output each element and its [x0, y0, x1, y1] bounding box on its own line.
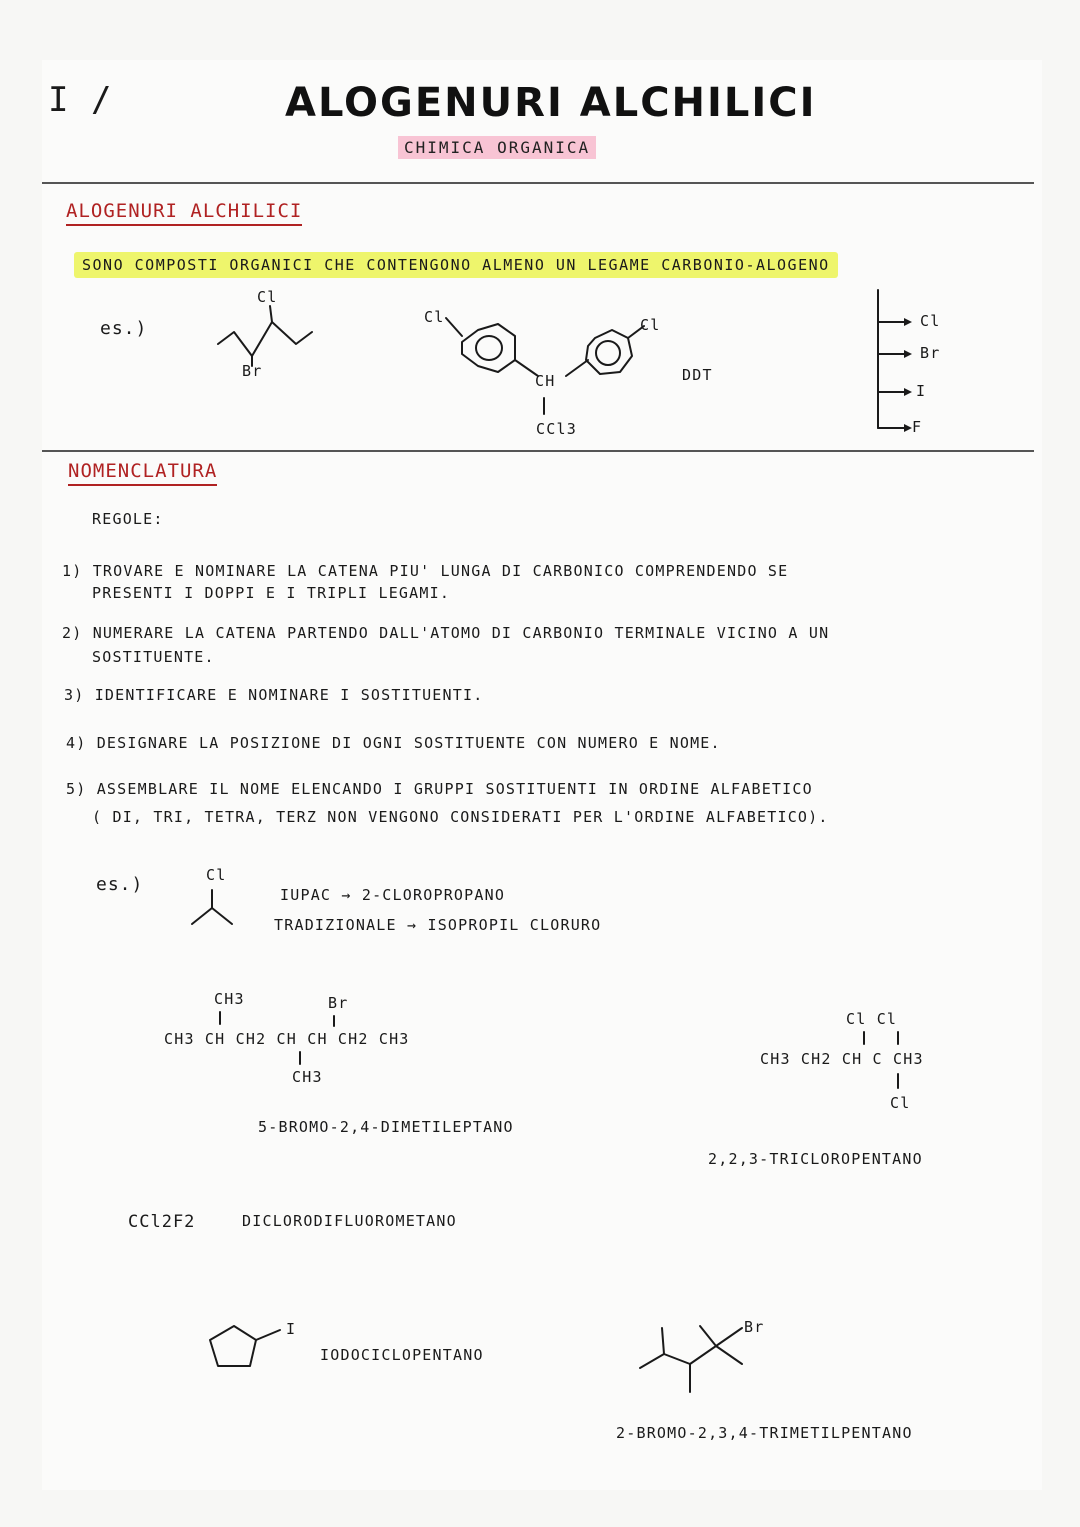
ex2-chain: CH3 CH CH2 CH CH CH2 CH3: [164, 1030, 410, 1048]
section-heading-alogenuri: ALOGENURI ALCHILICI: [66, 200, 302, 226]
halogen-arrowhead-cl: [904, 318, 912, 326]
ex1-traditional: TRADIZIONALE → ISOPROPIL CLORURO: [274, 916, 602, 934]
rules-label: REGOLE:: [92, 510, 164, 528]
ex3-cl-bottom: Cl: [890, 1094, 911, 1112]
rule-1-cont: PRESENTI I DOPPI E I TRIPLI LEGAMI.: [92, 584, 451, 602]
ex3-cl-top: Cl Cl: [846, 1010, 898, 1028]
halogen-arrowhead-i: [904, 388, 912, 396]
ex2-br-top: Br: [328, 994, 349, 1012]
rule-5-cont: ( DI, TRI, TETRA, TERZ NON VENGONO CONSIDERATI PER L'ORDINE ALFABETICO).: [92, 808, 829, 826]
ex1-iupac: IUPAC → 2-CLOROPROPANO: [280, 886, 506, 904]
ddt-right-ch-bond: [566, 360, 588, 376]
halogen-arrowhead-br: [904, 350, 912, 358]
mol1-br-label: Br: [242, 362, 263, 380]
ddt-cl-left-label: Cl: [424, 308, 445, 326]
ex1-cl-label: Cl: [206, 866, 227, 884]
ex6-methyl-1: [662, 1328, 664, 1354]
ex6-name: 2-BROMO-2,3,4-TRIMETILPENTANO: [616, 1424, 913, 1442]
rule-1: 1) TROVARE E NOMINARE LA CATENA PIU' LUNGA DI CARBONICO COMPRENDENDO SE: [62, 562, 789, 580]
ddt-cl-right-bond: [628, 326, 644, 338]
ddt-ring-right-inner: [596, 341, 620, 365]
ex5-cyclopentane: [210, 1326, 256, 1366]
definition-highlight: SONO COMPOSTI ORGANICI CHE CONTENGONO ALMENO UN LEGAME CARBONIO-ALOGENO: [74, 252, 838, 278]
ex4-name: DICLORODIFLUOROMETANO: [242, 1212, 457, 1230]
halogen-br: Br: [920, 344, 941, 362]
ex2-name: 5-BROMO-2,4-DIMETILEPTANO: [258, 1118, 514, 1136]
ddt-cl-left-bond: [446, 318, 462, 336]
rule-2-cont: SOSTITUENTE.: [92, 648, 215, 666]
ddt-cl-right-label: Cl: [640, 316, 661, 334]
ex5-name: IODOCICLOPENTANO: [320, 1346, 484, 1364]
mol1-cl-bond: [270, 306, 272, 322]
nomenclature-example-label: es.): [96, 874, 144, 895]
corner-mark: I /: [48, 80, 113, 120]
rule-4: 4) DESIGNARE LA POSIZIONE DI OGNI SOSTITUENTE CON NUMERO E NOME.: [66, 734, 721, 752]
rule-3: 3) IDENTIFICARE E NOMINARE I SOSTITUENTI.: [64, 686, 484, 704]
ddt-ring-left-inner: [476, 336, 502, 360]
ddt-name: DDT: [682, 366, 713, 384]
halogen-f: F: [912, 418, 923, 436]
ddt-left-ch-bond: [515, 360, 538, 376]
ddt-ccl3-label: CCl3: [536, 420, 577, 438]
ddt-ring-right: [586, 330, 632, 374]
mol1-cl-label: Cl: [257, 288, 278, 306]
page-title: ALOGENURI ALCHILICI: [285, 80, 817, 126]
ex3-chain: CH3 CH2 CH C CH3: [760, 1050, 924, 1068]
rule-5: 5) ASSEMBLARE IL NOME ELENCANDO I GRUPPI SOSTITUENTI IN ORDINE ALFABETICO: [66, 780, 813, 798]
ex3-name: 2,2,3-TRICLOROPENTANO: [708, 1150, 923, 1168]
ex6-methyl-3: [700, 1326, 716, 1346]
ex6-br-label: Br: [744, 1318, 765, 1336]
halogen-i: I: [916, 382, 927, 400]
ex5-i-label: I: [286, 1320, 297, 1338]
page-subtitle: CHIMICA ORGANICA: [398, 136, 596, 159]
ex4-formula: CCl2F2: [128, 1212, 196, 1232]
rule-2: 2) NUMERARE LA CATENA PARTENDO DALL'ATOMO DI CARBONIO TERMINALE VICINO A UN: [62, 624, 830, 642]
ex2-ch3-top: CH3: [214, 990, 245, 1008]
ex1-skeleton: [192, 908, 232, 924]
halogen-cl: Cl: [920, 312, 941, 330]
mol1-skeleton: [218, 322, 312, 356]
section-heading-nomenclatura: NOMENCLATURA: [68, 460, 217, 486]
ex2-ch3-bottom: CH3: [292, 1068, 323, 1086]
halogen-arrowhead-f: [904, 424, 912, 432]
ddt-ch-label: CH: [535, 372, 556, 390]
example-label: es.): [100, 318, 148, 339]
ddt-ring-left: [462, 324, 515, 372]
ex6-br-bond: [716, 1328, 742, 1346]
ex5-i-bond: [256, 1330, 280, 1340]
